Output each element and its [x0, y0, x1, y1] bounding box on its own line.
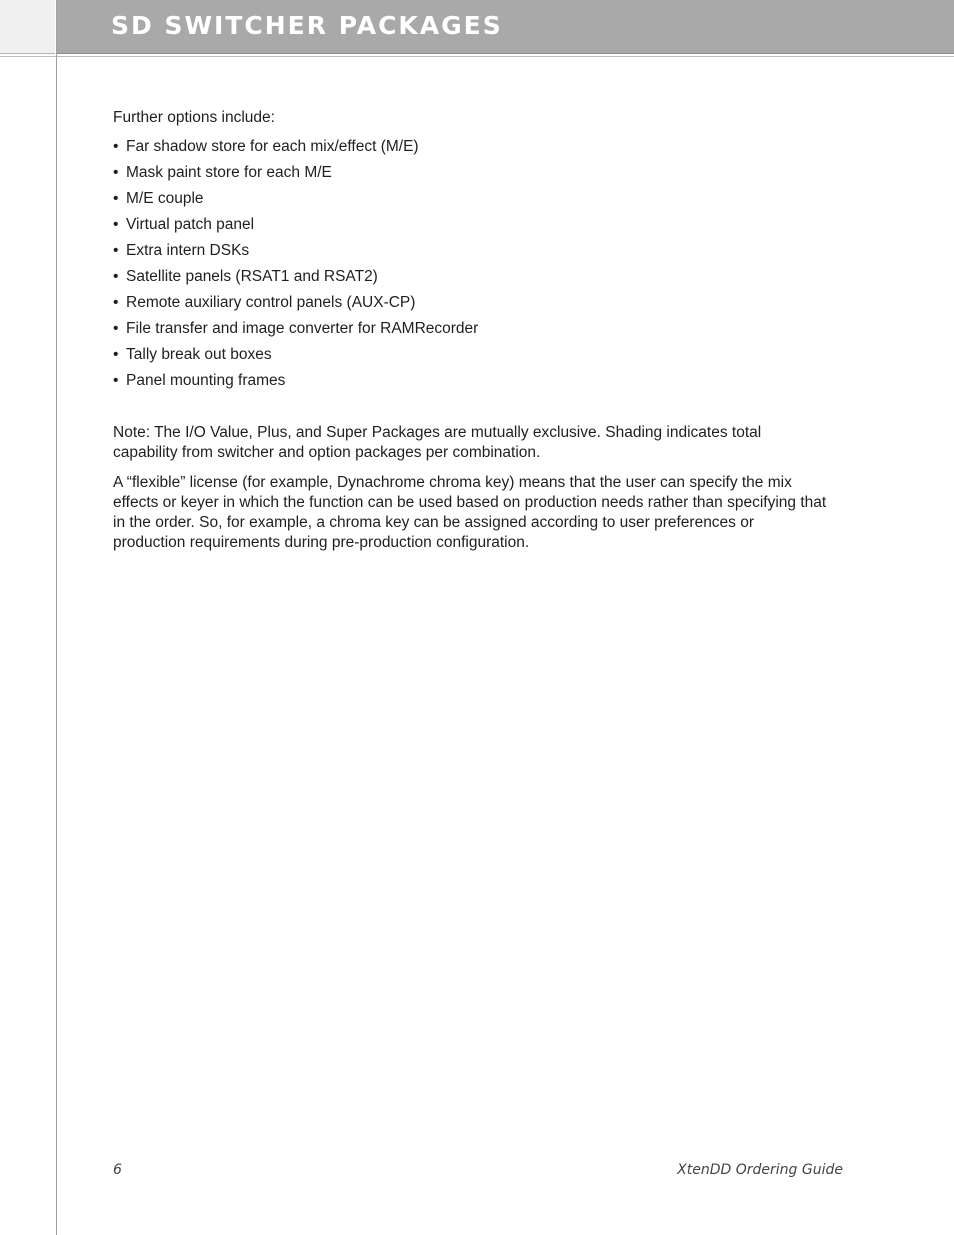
bullet-icon: • — [113, 138, 119, 155]
page-number: 6 — [113, 1162, 122, 1178]
options-list — [113, 137, 828, 397]
bullet-icon: • — [113, 216, 119, 233]
list-item — [113, 293, 828, 319]
list-item — [113, 371, 828, 397]
list-item-label: Satellite panels (RSAT1 and RSAT2) — [126, 268, 378, 285]
list-item — [113, 189, 828, 215]
list-item-label: Virtual patch panel — [126, 216, 255, 233]
list-item-label: Remote auxiliary control panels (AUX-CP) — [126, 294, 416, 311]
list-item-label: Far shadow store for each mix/effect (M/E) — [126, 138, 419, 155]
list-item-label: Mask paint store for each M/E — [126, 164, 332, 181]
page-title: SD SWITCHER PACKAGES — [111, 11, 503, 40]
bullet-icon: • — [113, 320, 119, 337]
bullet-icon: • — [113, 164, 119, 181]
header-underline — [0, 56, 954, 57]
flexible-license-paragraph: A “flexible” license (for example, Dynachrome chroma key) means that the user can specify the mix effects or keyer in which the function can be used based on production needs rather than specifying that in the order. So, for example, a chroma key can be assigned according to user preferences or production requirements during pre-production configuration. — [113, 474, 827, 551]
bullet-icon: • — [113, 346, 119, 363]
list-item — [113, 241, 828, 267]
list-item-label: Panel mounting frames — [126, 372, 286, 389]
guide-title: XtenDD Ordering Guide — [677, 1162, 843, 1178]
list-item-label: M/E couple — [126, 190, 204, 207]
header-corner-box — [0, 0, 55, 54]
list-item — [113, 345, 828, 371]
list-item — [113, 137, 828, 163]
main-content — [113, 108, 828, 553]
list-item-label: Extra intern DSKs — [126, 242, 250, 259]
list-item-label: File transfer and image converter for RAMRecorder — [126, 320, 479, 337]
list-item — [113, 215, 828, 241]
bullet-icon: • — [113, 190, 119, 207]
bullet-icon: • — [113, 268, 119, 285]
list-item — [113, 163, 828, 189]
header-bar — [57, 0, 954, 54]
list-item — [113, 319, 828, 345]
list-item-label: Tally break out boxes — [126, 346, 272, 363]
bullet-icon: • — [113, 242, 119, 259]
intro-text: Further options include: — [113, 109, 275, 126]
note-paragraph: Note: The I/O Value, Plus, and Super Packages are mutually exclusive. Shading indicates total capability from switcher and option packages per combination. — [113, 424, 762, 461]
bullet-icon: • — [113, 372, 119, 389]
bullet-icon: • — [113, 294, 119, 311]
list-item — [113, 267, 828, 293]
margin-rule — [56, 0, 57, 1235]
